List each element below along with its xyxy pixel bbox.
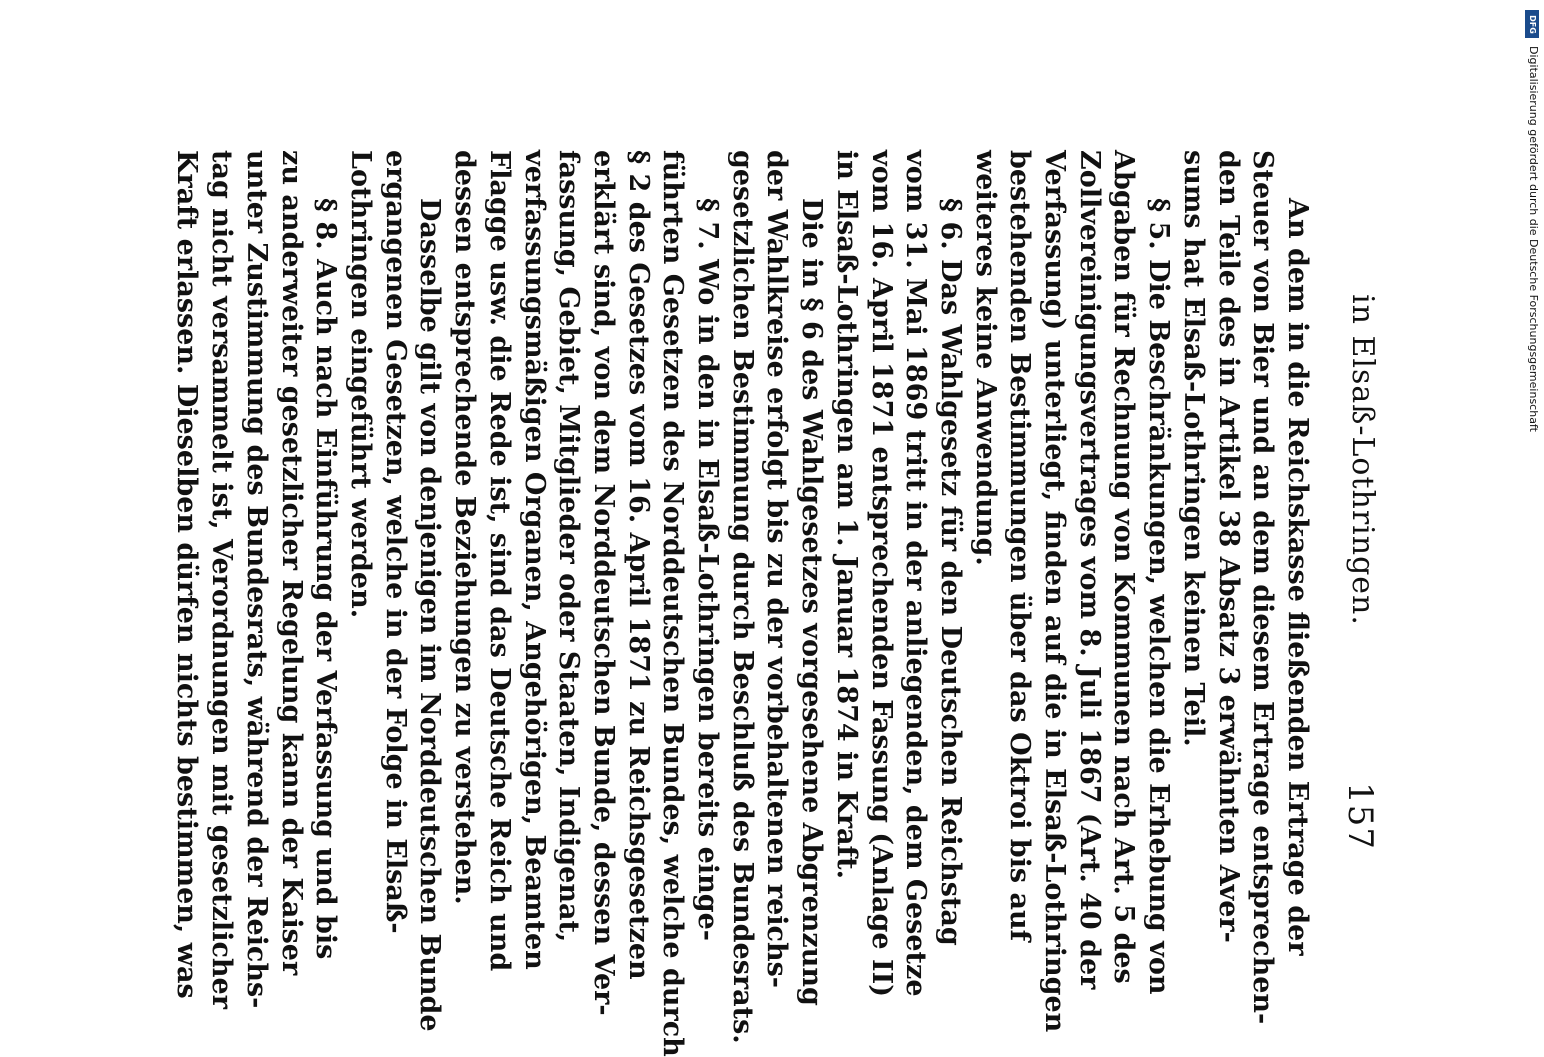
running-head: [1340, 110, 1380, 890]
text-line: § 7. Wo in den in Elsaß-Lothringen bereits einge-: [692, 198, 724, 941]
text-line: in Elsaß-Lothringen am 1. Januar 1874 in Kraft.: [830, 150, 862, 880]
dfg-logo: DFG: [1525, 10, 1539, 38]
page-number: 157: [1340, 782, 1380, 850]
text-line: § 2 des Gesetzes vom 16. April 1871 zu Reichsgesetzen: [622, 150, 654, 980]
text-line: weiteres keine Anwendung.: [969, 150, 1001, 566]
text-line: § 5. Die Beschränkungen, welchen die Erhebung von: [1143, 198, 1175, 995]
text-line: führten Gesetzen des Norddeutschen Bundes, welche durch: [657, 150, 689, 1057]
text-line: Abgaben für Rechnung von Kommunen nach Art. 5 des: [1108, 150, 1140, 984]
text-line: den Teile des in Artikel 38 Absatz 3 erwähnten Aver-: [1212, 150, 1244, 943]
text-line: Zollvereinigungsvertrages vom 8. Juli 1867 (Art. 40 der: [1073, 150, 1105, 990]
text-line: zu anderweiter gesetzlicher Regelung kann der Kaiser: [275, 150, 307, 976]
text-line: bestehenden Bestimmungen über das Oktroi bis auf: [1004, 150, 1036, 942]
text-line: Die in § 6 des Wahlgesetzes vorgesehene Abgrenzung: [796, 198, 828, 1006]
text-line: Dasselbe gilt von denjenigen im Norddeutschen Bunde: [414, 198, 446, 1032]
text-line: dessen entsprechende Beziehungen zu verstehen.: [449, 150, 481, 905]
text-line: Kraft erlassen. Dieselben dürfen nichts bestimmen, was: [171, 150, 203, 999]
running-head-title: in Elsaß-Lothringen.: [1345, 294, 1380, 626]
text-line: gesetzlichen Bestimmung durch Beschluß des Bundesrats.: [726, 150, 758, 1044]
body-text: [169, 110, 1314, 1057]
text-line: tag nicht versammelt ist, Verordnungen mit gesetzlicher: [206, 150, 238, 1009]
rotated-text-block: [140, 110, 1380, 1057]
text-line: fassung, Gebiet, Mitglieder oder Staaten, Indigenat,: [553, 150, 585, 943]
text-line: vom 16. April 1871 entsprechenden Fassung (Anlage II): [865, 150, 897, 998]
text-line: Verfassung) unterliegt, finden auf die in Elsaß-Lothringen: [1039, 150, 1071, 1033]
text-line: § 6. Das Wahlgesetz für den Deutschen Reichstag: [934, 198, 966, 946]
text-line: unter Zustimmung des Bundesrats, während der Reichs-: [240, 150, 272, 1009]
dfg-imprint: [1520, 6, 1542, 432]
text-line: Lothringen eingeführt werden.: [345, 150, 377, 619]
dfg-imprint-text: Digitalisierung gefördert durch die Deutsche Forschungsgemeinschaft: [1527, 46, 1540, 432]
text-line: § 8. Auch nach Einführung der Verfassung und bis: [310, 198, 342, 960]
text-line: vom 31. Mai 1869 tritt in der anliegenden, dem Gesetze: [900, 150, 932, 997]
text-line: Steuer von Bier und an dem diesem Ertrage entsprechen-: [1247, 150, 1279, 1025]
text-line: sums hat Elsaß-Lothringen keinen Teil.: [1177, 150, 1209, 747]
text-line: der Wahlkreise erfolgt bis zu der vorbehaltenen reichs-: [761, 150, 793, 988]
text-line: An dem in die Reichskasse fließenden Ertrage der: [1282, 198, 1313, 956]
text-line: ergangenen Gesetzen, welche in der Folge in Elsaß-: [379, 150, 411, 934]
text-line: Flagge usw. die Rede ist, sind das Deutsche Reich und: [483, 150, 515, 972]
text-line: verfassungsmäßigen Organen, Angehörigen, Beamten: [518, 150, 550, 970]
text-line: erklärt sind, von dem Norddeutschen Bunde, dessen Ver-: [587, 150, 619, 1016]
